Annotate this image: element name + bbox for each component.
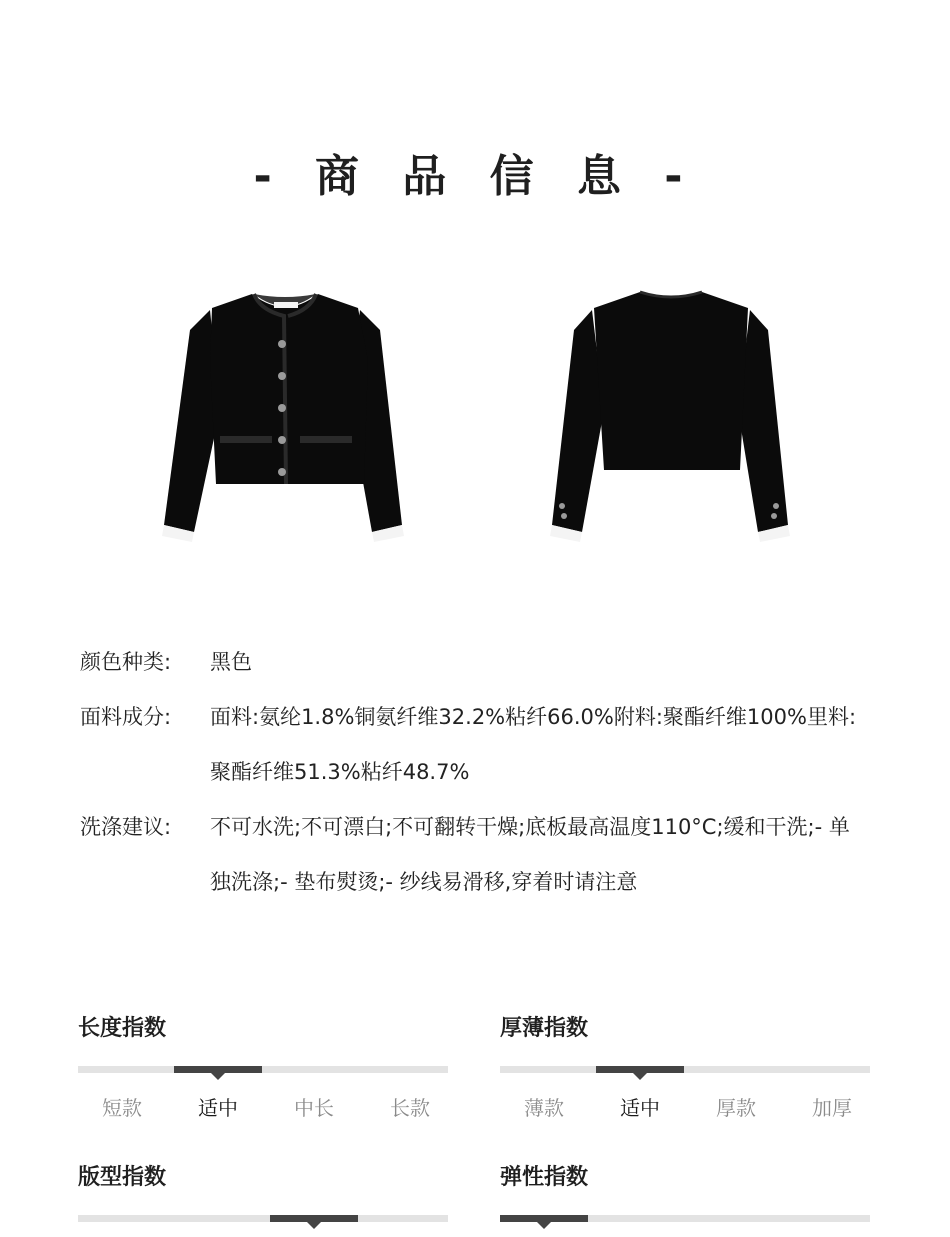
index-track — [78, 1066, 448, 1073]
index-option: 短款 — [102, 1096, 142, 1120]
button — [278, 340, 286, 348]
index-fill — [174, 1066, 262, 1073]
index-option: 加厚 — [812, 1096, 852, 1120]
index-marker — [537, 1222, 551, 1229]
elasticity-index — [500, 1163, 870, 1193]
info-value: 不可水洗;不可漂白;不可翻转干燥;底板最高温度110°C;缓和干洗;- 单独洗涤;- 垫布熨烫;- 纱线易滑移,穿着时请注意 — [210, 815, 850, 894]
info-label: 洗涤建议: — [80, 815, 172, 839]
index-labels — [500, 1092, 870, 1122]
index-marker — [633, 1073, 647, 1080]
index-track — [500, 1066, 870, 1073]
product-back-image — [540, 280, 810, 550]
jacket-body — [210, 294, 368, 484]
pocket-left — [220, 436, 272, 443]
index-option: 长款 — [390, 1096, 430, 1120]
button — [278, 372, 286, 380]
index-fill — [596, 1066, 684, 1073]
section-title: - 商 品 信 息 - — [253, 151, 697, 202]
info-fabric-row — [80, 690, 870, 800]
pocket-right — [300, 436, 352, 443]
index-marker — [307, 1222, 321, 1229]
index-title: 弹性指数 — [500, 1165, 589, 1190]
thickness-index — [500, 1014, 870, 1120]
length-index — [78, 1014, 448, 1120]
info-value: 黑色 — [210, 650, 252, 674]
button — [278, 404, 286, 412]
index-fill — [270, 1215, 358, 1222]
index-track — [500, 1215, 870, 1222]
brand-label — [274, 302, 298, 308]
index-option: 适中 — [620, 1096, 660, 1120]
index-option: 薄款 — [524, 1096, 564, 1120]
index-fill — [500, 1215, 588, 1222]
button — [278, 468, 286, 476]
info-color-row — [80, 635, 870, 690]
index-title: 厚薄指数 — [500, 1016, 589, 1041]
info-label: 面料成分: — [80, 705, 172, 729]
info-label: 颜色种类: — [80, 650, 172, 674]
info-value: 面料:氨纶1.8%铜氨纤维32.2%粘纤66.0%附料:聚酯纤维100%里料:聚酯纤维51.3%粘纤48.7% — [210, 705, 857, 784]
index-track — [78, 1215, 448, 1222]
fit-index — [78, 1163, 448, 1193]
product-front-image — [150, 280, 420, 550]
index-title: 长度指数 — [78, 1016, 167, 1041]
index-marker — [211, 1073, 225, 1080]
button — [278, 436, 286, 444]
index-labels — [78, 1092, 448, 1122]
info-care-row — [80, 800, 870, 910]
index-title: 版型指数 — [78, 1165, 167, 1190]
index-option: 厚款 — [716, 1096, 756, 1120]
index-option: 适中 — [198, 1096, 238, 1120]
index-option: 中长 — [294, 1096, 334, 1120]
